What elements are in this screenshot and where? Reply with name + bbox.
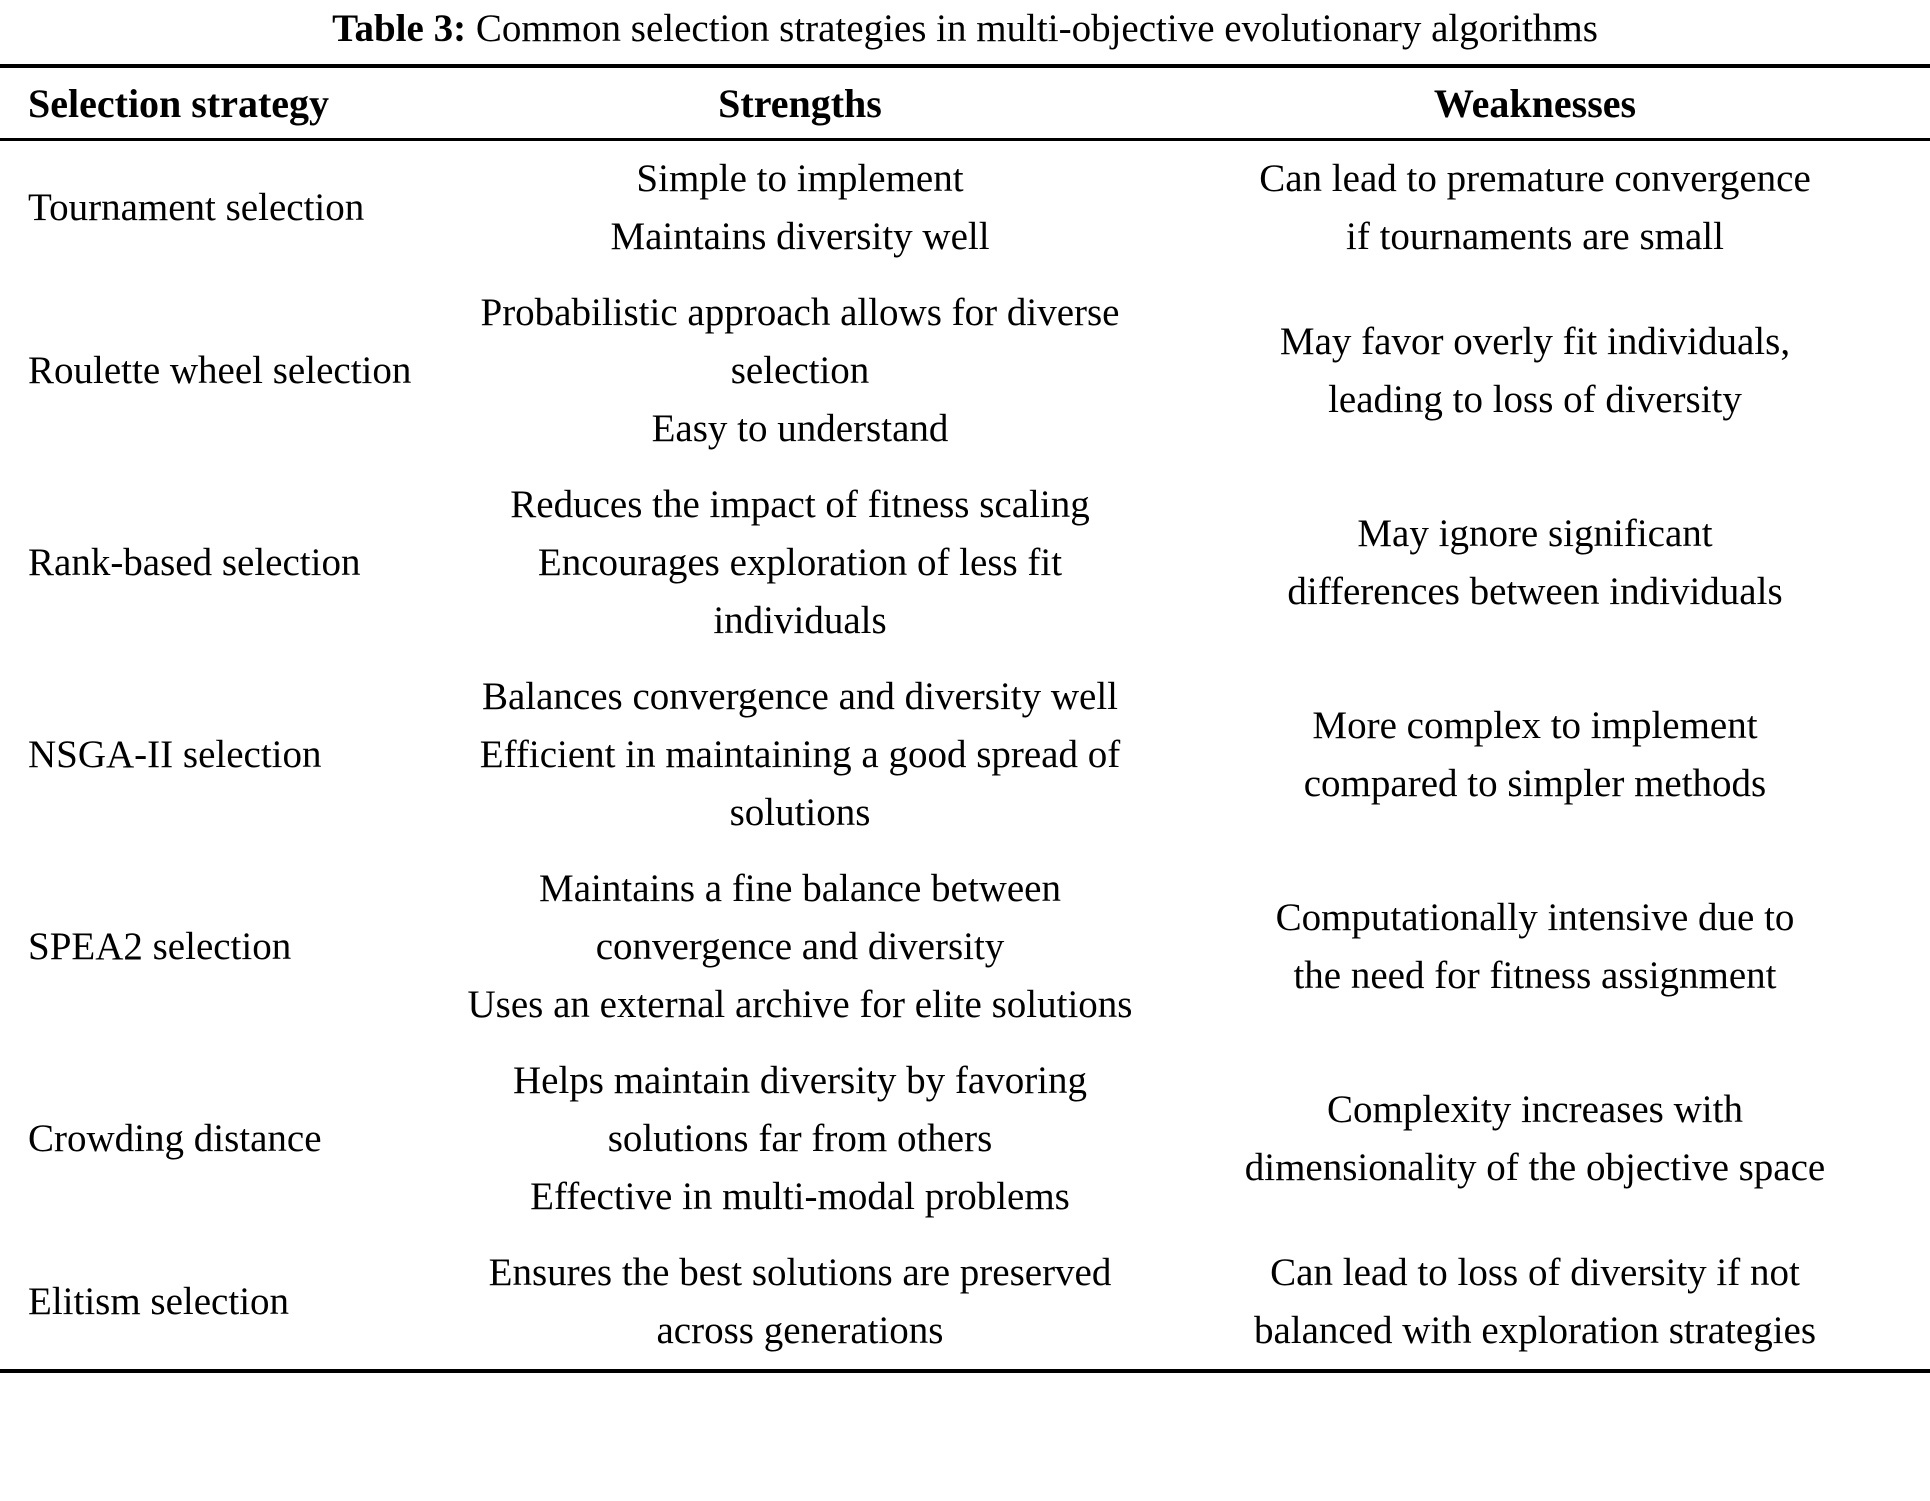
column-header-strategy: Selection strategy xyxy=(0,66,460,140)
caption-text: Common selection strategies in multi-objective evolutionary algorithms xyxy=(475,7,1598,50)
strength-item: Effective in multi-modal problems xyxy=(530,1175,1070,1218)
strength-item: Ensures the best solutions are preserved across generations xyxy=(488,1251,1112,1352)
weakness-item: May ignore significant differences between individuals xyxy=(1287,512,1783,613)
table-body xyxy=(0,140,1930,1372)
strength-item: Encourages exploration of less fit individuals xyxy=(537,541,1063,642)
strength-item: Efficient in maintaining a good spread of solutions xyxy=(479,733,1121,834)
strengths-cell xyxy=(460,140,1140,276)
table-row xyxy=(0,659,1930,851)
strategy-cell: Tournament selection xyxy=(28,186,365,229)
table-row xyxy=(0,1043,1930,1235)
weakness-item: Computationally intensive due to the need for fitness assignment xyxy=(1275,896,1795,997)
table-row xyxy=(0,467,1930,659)
strategy-cell: SPEA2 selection xyxy=(28,925,292,968)
weaknesses-cell xyxy=(1140,851,1930,1043)
weakness-item: More complex to implement compared to simpler methods xyxy=(1303,704,1767,805)
strengths-cell xyxy=(460,1043,1140,1235)
strength-item: Helps maintain diversity by favoring solutions far from others xyxy=(512,1059,1088,1160)
strengths-cell xyxy=(460,467,1140,659)
selection-strategies-table xyxy=(0,64,1930,1373)
table-caption xyxy=(0,6,1930,52)
strength-item: Balances convergence and diversity well xyxy=(481,675,1119,718)
weakness-item: Complexity increases with dimensionality of the objective space xyxy=(1244,1088,1826,1189)
weaknesses-cell xyxy=(1140,467,1930,659)
strategy-cell: Rank-based selection xyxy=(28,541,361,584)
table-row xyxy=(0,275,1930,467)
strength-item: Probabilistic approach allows for diverse selection xyxy=(480,291,1120,392)
weakness-item: May favor overly fit individuals, leading to loss of diversity xyxy=(1279,320,1791,421)
caption-label: Table 3: xyxy=(332,7,467,50)
strategy-cell: Crowding distance xyxy=(28,1117,322,1160)
weakness-item: Can lead to loss of diversity if not balanced with exploration strategies xyxy=(1253,1251,1817,1352)
table-header xyxy=(0,66,1930,140)
strengths-cell xyxy=(460,1235,1140,1371)
strengths-cell xyxy=(460,275,1140,467)
weaknesses-cell xyxy=(1140,1235,1930,1371)
strength-item: Simple to implement xyxy=(636,157,964,200)
weaknesses-cell xyxy=(1140,1043,1930,1235)
strategy-cell: Elitism selection xyxy=(28,1280,290,1323)
strengths-cell xyxy=(460,851,1140,1043)
table-row xyxy=(0,140,1930,276)
weaknesses-cell xyxy=(1140,140,1930,276)
strength-item: Maintains a fine balance between convergence and diversity xyxy=(539,867,1061,968)
weaknesses-cell xyxy=(1140,275,1930,467)
header-row xyxy=(0,66,1930,140)
table-row xyxy=(0,1235,1930,1371)
table-row xyxy=(0,851,1930,1043)
strengths-cell xyxy=(460,659,1140,851)
column-header-weaknesses: Weaknesses xyxy=(1140,66,1930,140)
weaknesses-cell xyxy=(1140,659,1930,851)
weakness-item: Can lead to premature convergence if tournaments are small xyxy=(1259,157,1811,258)
strength-item: Reduces the impact of fitness scaling xyxy=(510,483,1090,526)
strategy-cell: Roulette wheel selection xyxy=(28,349,412,392)
strategy-cell: NSGA-II selection xyxy=(28,733,322,776)
column-header-strengths: Strengths xyxy=(460,66,1140,140)
strength-item: Maintains diversity well xyxy=(610,215,990,258)
strength-item: Easy to understand xyxy=(651,407,949,450)
strength-item: Uses an external archive for elite solutions xyxy=(467,983,1133,1026)
